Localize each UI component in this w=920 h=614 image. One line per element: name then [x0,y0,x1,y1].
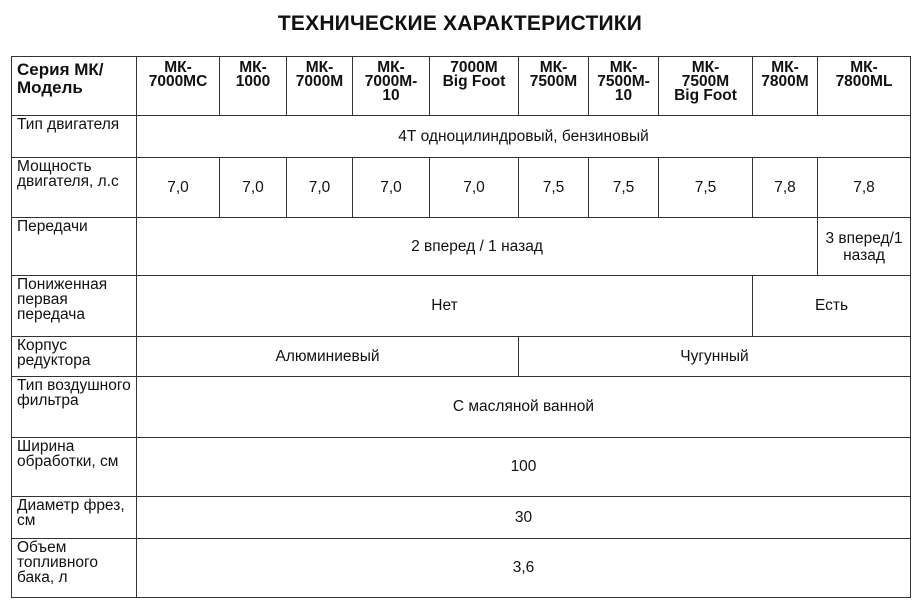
row-label: Диаметр фрез, см [12,497,137,539]
power-value: 7,8 [753,158,818,218]
engine-type-value: 4Т одноцилиндровый, бензиновый [137,116,911,158]
model-header: МК- 1000 [220,57,287,116]
width-value: 100 [137,438,911,497]
air-filter-value: С масляной ванной [137,377,911,438]
model-header: 7000М Big Foot [430,57,519,116]
spec-table [11,56,911,598]
tank-value: 3,6 [137,539,911,598]
power-value: 7,5 [519,158,589,218]
row-label: Тип воздушного фильтра [12,377,137,438]
row-gearbox [12,337,911,377]
row-width [12,438,911,497]
power-value: 7,5 [659,158,753,218]
power-value: 7,0 [220,158,287,218]
power-value: 7,5 [589,158,659,218]
power-value: 7,0 [353,158,430,218]
model-header: МК- 7800МL [818,57,911,116]
row-label: Передачи [12,218,137,276]
model-header: МК- 7500М Big Foot [659,57,753,116]
model-header: МК- 7500М- 10 [589,57,659,116]
row-label: Корпус редуктора [12,337,137,377]
row-low-gear [12,276,911,337]
cutter-diameter-value: 30 [137,497,911,539]
gearbox-aluminium: Алюминиевый [137,337,519,377]
model-header: МК- 7000МС [137,57,220,116]
power-value: 7,0 [430,158,519,218]
model-header: МК- 7000М- 10 [353,57,430,116]
row-power [12,158,911,218]
header-row [12,57,911,116]
row-label: Ширина обработки, см [12,438,137,497]
power-value: 7,8 [818,158,911,218]
row-tank [12,539,911,598]
row-label: Мощность двигателя, л.с [12,158,137,218]
row-cutter-diameter [12,497,911,539]
model-header: МК- 7500М [519,57,589,116]
page-title: ТЕХНИЧЕСКИЕ ХАРАКТЕРИСТИКИ [277,12,643,35]
series-model-header: Серия МК/Модель [12,57,137,116]
gearbox-cast-iron: Чугунный [519,337,911,377]
row-gears [12,218,911,276]
row-air-filter [12,377,911,438]
power-value: 7,0 [137,158,220,218]
low-gear-no: Нет [137,276,753,337]
row-label: Тип двигателя [12,116,137,158]
row-engine-type [12,116,911,158]
row-label: Объем топливного бака, л [12,539,137,598]
model-header: МК- 7000М [287,57,353,116]
power-value: 7,0 [287,158,353,218]
low-gear-yes: Есть [753,276,911,337]
row-label: Пониженная первая передача [12,276,137,337]
gears-value: 2 вперед / 1 назад [137,218,818,276]
gears-value-7800ml: 3 вперед/1 назад [818,218,911,276]
model-header: МК- 7800М [753,57,818,116]
